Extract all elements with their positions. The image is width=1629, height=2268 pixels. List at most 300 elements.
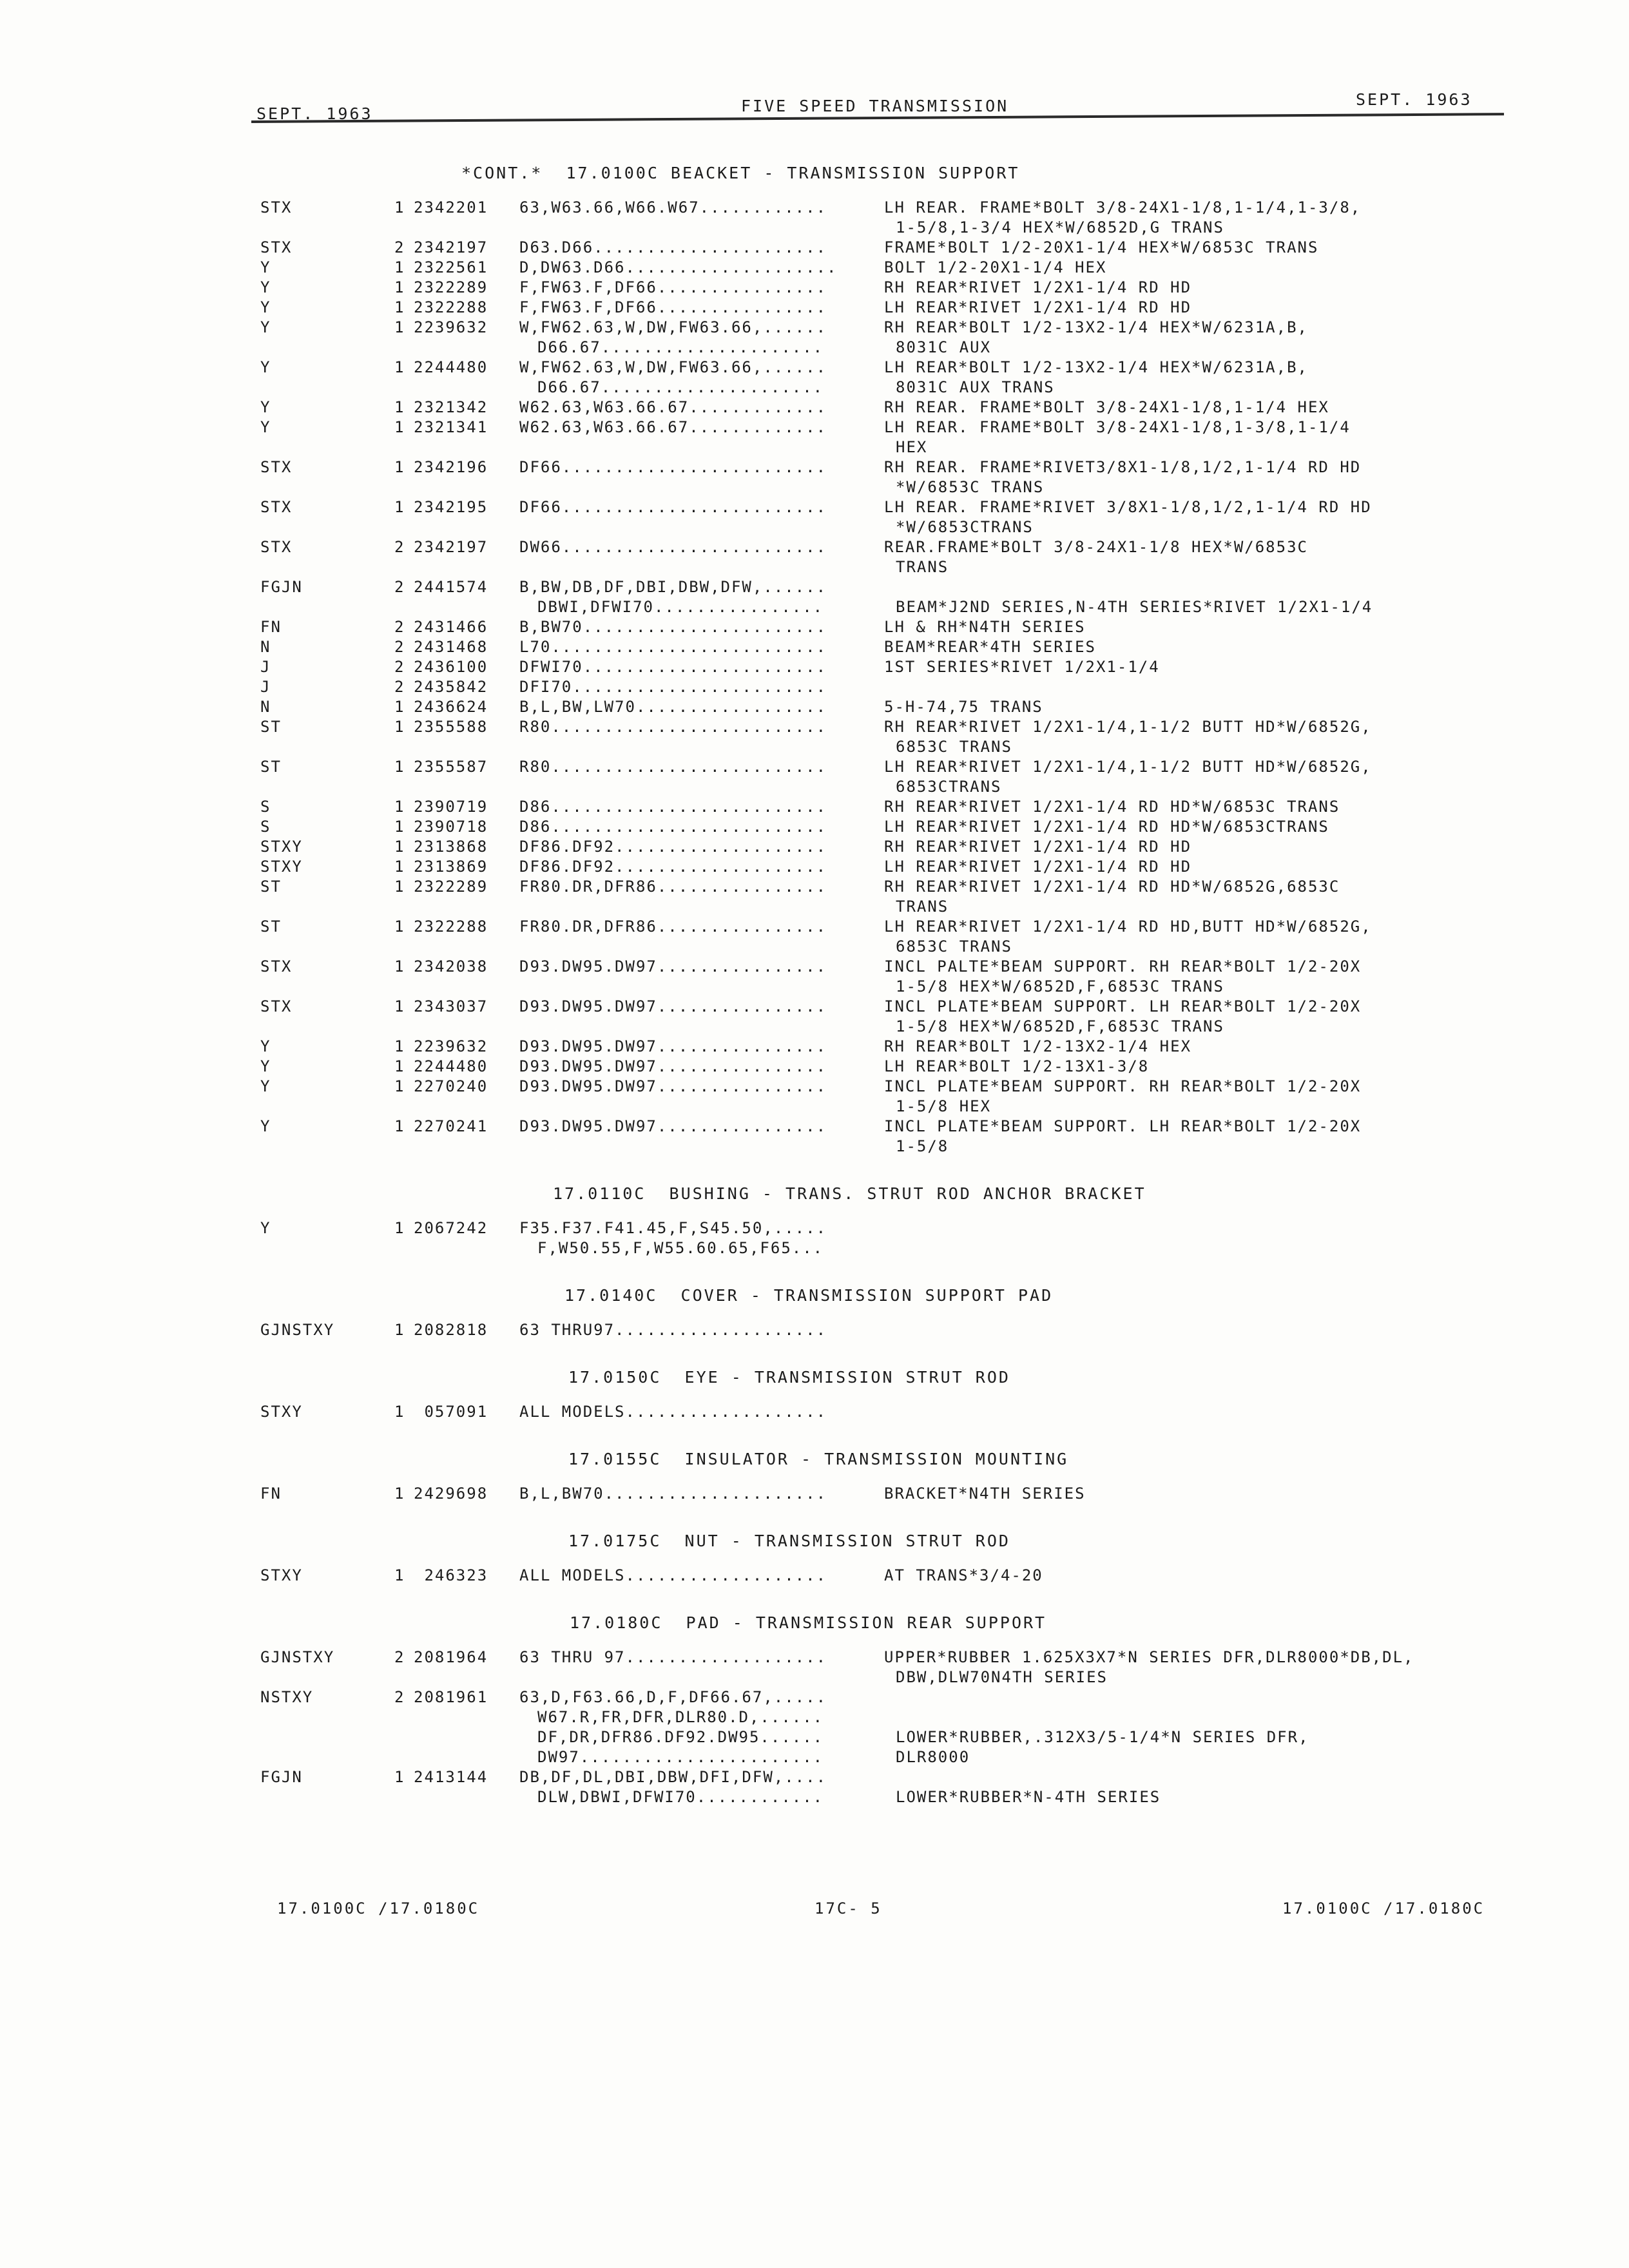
part-number: 2429698: [414, 1485, 488, 1503]
series-code: Y: [260, 298, 271, 316]
quantity: 1: [394, 318, 405, 336]
part-description: RH REAR*RIVET 1/2X1-1/4 RD HD: [884, 278, 1192, 296]
part-description: 1-5/8: [896, 1137, 949, 1155]
model-list: FR80.DR,DFR86................: [519, 918, 827, 936]
part-entry-line: [0, 1748, 1629, 1768]
part-entry-line: [0, 358, 1629, 378]
part-entry-line: [0, 1037, 1629, 1057]
part-entry: [0, 1037, 1629, 1057]
part-description: AT TRANS*3/4-20: [884, 1566, 1043, 1584]
model-list: D86..........................: [519, 798, 827, 816]
quantity: 1: [394, 398, 405, 416]
part-entry: [0, 1648, 1629, 1688]
quantity: 1: [394, 957, 405, 975]
part-entry-line: [0, 1708, 1629, 1728]
part-entry: [0, 1768, 1629, 1808]
section-title: [0, 1363, 1629, 1403]
series-code: Y: [260, 318, 271, 336]
quantity: 1: [394, 1403, 405, 1421]
model-list: F,W50.55,F,W55.60.65,F65...: [537, 1239, 824, 1257]
quantity: 1: [394, 858, 405, 876]
series-code: ST: [260, 918, 282, 936]
series-code: STX: [260, 538, 293, 556]
header-title: FIVE SPEED TRANSMISSION: [741, 97, 1009, 115]
model-list: D93.DW95.DW97................: [519, 997, 827, 1015]
section-gap: [0, 1259, 1629, 1281]
part-entry-line: [0, 1117, 1629, 1137]
quantity: 1: [394, 1037, 405, 1055]
series-code: STXY: [260, 838, 303, 856]
part-description: 1-5/8 HEX: [896, 1097, 992, 1115]
part-description: LH REAR*RIVET 1/2X1-1/4,1-1/2 BUTT HD*W/6852G,: [884, 758, 1372, 776]
part-entry-line: [0, 378, 1629, 398]
model-list: DF86.DF92....................: [519, 838, 827, 856]
part-description: *W/6853C TRANS: [896, 478, 1045, 496]
part-entry-line: [0, 1077, 1629, 1097]
quantity: 1: [394, 918, 405, 936]
section-gap: [0, 1504, 1629, 1526]
part-description: DLR8000: [896, 1748, 970, 1766]
part-number: 2413144: [414, 1768, 488, 1786]
part-description: 8031C AUX: [896, 338, 992, 356]
quantity: 2: [394, 538, 405, 556]
series-code: FN: [260, 618, 282, 636]
model-list: F,FW63.F,DF66................: [519, 278, 827, 296]
quantity: 1: [394, 1321, 405, 1339]
model-list: DW66.........................: [519, 538, 827, 556]
part-entry-line: [0, 798, 1629, 818]
section-title-text: 17.0150C EYE - TRANSMISSION STRUT ROD: [568, 1368, 1010, 1387]
model-list: DB,DF,DL,DBI,DBW,DFI,DFW,....: [519, 1768, 827, 1786]
part-entry: [0, 1077, 1629, 1117]
part-description: RH REAR*RIVET 1/2X1-1/4,1-1/2 BUTT HD*W/6852G,: [884, 718, 1372, 736]
part-entry: [0, 678, 1629, 698]
part-description: RH REAR*RIVET 1/2X1-1/4 RD HD: [884, 838, 1192, 856]
quantity: 1: [394, 758, 405, 776]
part-entry: [0, 1566, 1629, 1586]
series-code: Y: [260, 398, 271, 416]
model-list: DF,DR,DFR86.DF92.DW95......: [537, 1728, 824, 1746]
part-entry: [0, 258, 1629, 278]
header-date-right: SEPT. 1963: [1356, 90, 1472, 109]
part-number: 2239632: [414, 1037, 488, 1055]
part-entry-line: [0, 858, 1629, 878]
part-entry: [0, 798, 1629, 818]
series-code: GJNSTXY: [260, 1321, 335, 1339]
series-code: Y: [260, 358, 271, 376]
model-list: DF86.DF92....................: [519, 858, 827, 876]
part-description: RH REAR*BOLT 1/2-13X2-1/4 HEX*W/6231A,B,: [884, 318, 1308, 336]
part-entry-line: [0, 558, 1629, 578]
model-list: W67.R,FR,DFR,DLR80.D,......: [537, 1708, 824, 1726]
series-code: STX: [260, 997, 293, 1015]
part-description: BOLT 1/2-20X1-1/4 HEX: [884, 258, 1107, 276]
quantity: 1: [394, 1117, 405, 1135]
part-number: 2343037: [414, 997, 488, 1015]
header-date-left: SEPT. 1963: [256, 104, 373, 123]
model-list: 63 THRU 97...................: [519, 1648, 827, 1666]
quantity: 1: [394, 1057, 405, 1075]
series-code: STX: [260, 957, 293, 975]
part-entry-line: [0, 957, 1629, 977]
part-description: RH REAR*RIVET 1/2X1-1/4 RD HD*W/6853C TRANS: [884, 798, 1340, 816]
part-description: LH REAR. FRAME*RIVET 3/8X1-1/8,1/2,1-1/4 RD HD: [884, 498, 1372, 516]
part-number: 2322289: [414, 278, 488, 296]
quantity: 2: [394, 578, 405, 596]
quantity: 1: [394, 418, 405, 436]
part-description: TRANS: [896, 558, 949, 576]
part-entry-line: [0, 1728, 1629, 1748]
model-list: ALL MODELS...................: [519, 1566, 827, 1584]
part-number: 2342196: [414, 458, 488, 476]
part-number: 2436100: [414, 658, 488, 676]
footer-range-left: 17.0100C /17.0180C: [277, 1899, 480, 1917]
part-entry-line: [0, 278, 1629, 298]
part-entry: [0, 997, 1629, 1037]
part-description: 6853C TRANS: [896, 937, 1012, 956]
model-list: D93.DW95.DW97................: [519, 1057, 827, 1075]
model-list: D63.D66......................: [519, 238, 827, 256]
part-entry-line: [0, 438, 1629, 458]
part-entry: [0, 618, 1629, 638]
part-number: 2390718: [414, 818, 488, 836]
series-code: STX: [260, 198, 293, 216]
part-entry: [0, 418, 1629, 458]
part-description: *W/6853CTRANS: [896, 518, 1034, 536]
series-code: S: [260, 818, 271, 836]
quantity: 1: [394, 1485, 405, 1503]
part-number: 2082818: [414, 1321, 488, 1339]
part-entry-line: [0, 618, 1629, 638]
part-description: LH REAR. FRAME*BOLT 3/8-24X1-1/8,1-3/8,1-1/4: [884, 418, 1351, 436]
parts-list: [0, 159, 1629, 1830]
part-description: BEAM*REAR*4TH SERIES: [884, 638, 1096, 656]
part-description: RH REAR. FRAME*RIVET3/8X1-1/8,1/2,1-1/4 RD HD: [884, 458, 1362, 476]
quantity: 1: [394, 258, 405, 276]
part-description: LOWER*RUBBER*N-4TH SERIES: [896, 1788, 1161, 1806]
section-title-text: *CONT.* 17.0100C BEACKET - TRANSMISSION SUPPORT: [461, 164, 1020, 182]
model-list: 63,W63.66,W66.W67............: [519, 198, 827, 216]
part-description: LH REAR*BOLT 1/2-13X1-3/8: [884, 1057, 1150, 1075]
model-list: D66.67.....................: [537, 338, 824, 356]
section-title: [0, 159, 1629, 198]
series-code: Y: [260, 1057, 271, 1075]
part-description: 6853C TRANS: [896, 738, 1012, 756]
section-gap: [0, 1157, 1629, 1179]
part-entry: [0, 198, 1629, 238]
part-number: 2342197: [414, 238, 488, 256]
series-code: ST: [260, 878, 282, 896]
part-number: 2390719: [414, 798, 488, 816]
part-number: 2313869: [414, 858, 488, 876]
part-entry-line: [0, 937, 1629, 957]
section-title: [0, 1179, 1629, 1219]
part-number: 2270240: [414, 1077, 488, 1095]
quantity: 2: [394, 238, 405, 256]
part-description: 8031C AUX TRANS: [896, 378, 1055, 396]
model-list: D93.DW95.DW97................: [519, 957, 827, 975]
series-code: ST: [260, 718, 282, 736]
part-entry-line: [0, 977, 1629, 997]
part-entry: [0, 718, 1629, 758]
series-code: STXY: [260, 1566, 303, 1584]
section-gap: [0, 1586, 1629, 1608]
part-entry-line: [0, 838, 1629, 858]
part-entry-line: [0, 678, 1629, 698]
section-gap: [0, 1423, 1629, 1445]
part-description: 1ST SERIES*RIVET 1/2X1-1/4: [884, 658, 1160, 676]
part-number: 2321341: [414, 418, 488, 436]
part-number: 2313868: [414, 838, 488, 856]
part-entry: [0, 878, 1629, 918]
model-list: D66.67.....................: [537, 378, 824, 396]
part-entry-line: [0, 738, 1629, 758]
part-entry-line: [0, 1057, 1629, 1077]
quantity: 2: [394, 1648, 405, 1666]
section-title: [0, 1281, 1629, 1321]
part-entry: [0, 1321, 1629, 1341]
part-entry-line: [0, 997, 1629, 1017]
series-code: STX: [260, 238, 293, 256]
part-entry-line: [0, 1239, 1629, 1259]
part-entry: [0, 658, 1629, 678]
footer-page-number: 17C- 5: [815, 1899, 882, 1917]
part-number: 2355588: [414, 718, 488, 736]
part-entry-line: [0, 918, 1629, 937]
quantity: 2: [394, 1688, 405, 1706]
series-code: STX: [260, 498, 293, 516]
model-list: D,DW63.D66....................: [519, 258, 838, 276]
model-list: DBWI,DFWI70................: [537, 598, 824, 616]
part-entry-line: [0, 338, 1629, 358]
section-title-text: 17.0110C BUSHING - TRANS. STRUT ROD ANCHOR BRACKET: [553, 1184, 1146, 1203]
model-list: D93.DW95.DW97................: [519, 1037, 827, 1055]
quantity: 1: [394, 458, 405, 476]
quantity: 1: [394, 358, 405, 376]
part-entry-line: [0, 1788, 1629, 1808]
part-entry-line: [0, 1097, 1629, 1117]
part-description: 1-5/8 HEX*W/6852D,F,6853C TRANS: [896, 1017, 1224, 1035]
quantity: 1: [394, 878, 405, 896]
model-list: W62.63,W63.66.67.............: [519, 398, 827, 416]
section-title-text: 17.0140C COVER - TRANSMISSION SUPPORT PAD: [564, 1286, 1054, 1305]
model-list: B,L,BW,LW70..................: [519, 698, 827, 716]
part-description: BEAM*J2ND SERIES,N-4TH SERIES*RIVET 1/2X1-1/4: [896, 598, 1373, 616]
part-entry: [0, 358, 1629, 398]
model-list: 63 THRU97....................: [519, 1321, 827, 1339]
model-list: W,FW62.63,W,DW,FW63.66,......: [519, 358, 827, 376]
quantity: 1: [394, 1219, 405, 1237]
model-list: ALL MODELS...................: [519, 1403, 827, 1421]
part-entry-line: [0, 418, 1629, 438]
model-list: R80..........................: [519, 718, 827, 736]
part-description: FRAME*BOLT 1/2-20X1-1/4 HEX*W/6853C TRANS: [884, 238, 1319, 256]
part-entry: [0, 318, 1629, 358]
quantity: 1: [394, 838, 405, 856]
quantity: 1: [394, 698, 405, 716]
series-code: Y: [260, 258, 271, 276]
part-entry: [0, 698, 1629, 718]
part-entry: [0, 238, 1629, 258]
part-entry-line: [0, 1768, 1629, 1788]
model-list: FR80.DR,DFR86................: [519, 878, 827, 896]
part-number: 2342201: [414, 198, 488, 216]
part-entry-line: [0, 1137, 1629, 1157]
quantity: 1: [394, 1077, 405, 1095]
model-list: B,BW70.......................: [519, 618, 827, 636]
series-code: S: [260, 798, 271, 816]
part-entry-line: [0, 218, 1629, 238]
part-entry: [0, 458, 1629, 498]
part-entry-line: [0, 458, 1629, 478]
section-title-text: 17.0180C PAD - TRANSMISSION REAR SUPPORT: [570, 1613, 1047, 1632]
series-code: Y: [260, 1219, 271, 1237]
part-description: RH REAR*BOLT 1/2-13X2-1/4 HEX: [884, 1037, 1192, 1055]
part-entry-line: [0, 698, 1629, 718]
part-entry: [0, 638, 1629, 658]
part-entry: [0, 858, 1629, 878]
model-list: L70..........................: [519, 638, 827, 656]
quantity: 1: [394, 1566, 405, 1584]
part-entry-line: [0, 1219, 1629, 1239]
model-list: D93.DW95.DW97................: [519, 1117, 827, 1135]
series-code: Y: [260, 1117, 271, 1135]
series-code: N: [260, 638, 271, 656]
part-number: 2342197: [414, 538, 488, 556]
part-entry-line: [0, 478, 1629, 498]
model-list: DW97.......................: [537, 1748, 824, 1766]
quantity: 1: [394, 298, 405, 316]
part-number: 2270241: [414, 1117, 488, 1135]
part-entry-line: [0, 1566, 1629, 1586]
section-title-text: 17.0155C INSULATOR - TRANSMISSION MOUNTING: [568, 1450, 1069, 1468]
part-entry: [0, 1485, 1629, 1504]
part-entry: [0, 298, 1629, 318]
series-code: Y: [260, 418, 271, 436]
part-entry-line: [0, 658, 1629, 678]
part-entry-line: [0, 778, 1629, 798]
model-list: D86..........................: [519, 818, 827, 836]
section-gap: [0, 1341, 1629, 1363]
part-description: LH REAR*RIVET 1/2X1-1/4 RD HD,BUTT HD*W/6852G,: [884, 918, 1372, 936]
model-list: DFI70........................: [519, 678, 827, 696]
part-description: 1-5/8 HEX*W/6852D,F,6853C TRANS: [896, 977, 1224, 995]
part-number: 2067242: [414, 1219, 488, 1237]
series-code: FGJN: [260, 1768, 303, 1786]
part-number: 2244480: [414, 1057, 488, 1075]
part-number: 2435842: [414, 678, 488, 696]
series-code: J: [260, 658, 271, 676]
part-description: LH REAR*RIVET 1/2X1-1/4 RD HD: [884, 858, 1192, 876]
part-entry-line: [0, 1485, 1629, 1504]
part-entry-line: [0, 1017, 1629, 1037]
part-entry: [0, 818, 1629, 838]
part-entry: [0, 1219, 1629, 1259]
quantity: 1: [394, 278, 405, 296]
part-entry: [0, 278, 1629, 298]
quantity: 1: [394, 718, 405, 736]
part-entry: [0, 758, 1629, 798]
part-description: BRACKET*N4TH SERIES: [884, 1485, 1086, 1503]
part-entry: [0, 1688, 1629, 1768]
part-entry-line: [0, 318, 1629, 338]
model-list: 63,D,F63.66,D,F,DF66.67,.....: [519, 1688, 827, 1706]
part-entry-line: [0, 258, 1629, 278]
section-title: [0, 1445, 1629, 1485]
part-entry-line: [0, 1688, 1629, 1708]
part-description: INCL PLATE*BEAM SUPPORT. LH REAR*BOLT 1/2-20X: [884, 1117, 1362, 1135]
part-entry-line: [0, 538, 1629, 558]
part-description: INCL PALTE*BEAM SUPPORT. RH REAR*BOLT 1/2-20X: [884, 957, 1362, 975]
part-number: 2322561: [414, 258, 488, 276]
part-number: 2436624: [414, 698, 488, 716]
series-code: Y: [260, 1037, 271, 1055]
part-number: 2081964: [414, 1648, 488, 1666]
part-entry-line: [0, 578, 1629, 598]
model-list: D93.DW95.DW97................: [519, 1077, 827, 1095]
quantity: 1: [394, 198, 405, 216]
section-gap: [0, 1808, 1629, 1830]
part-number: 2081961: [414, 1688, 488, 1706]
part-entry-line: [0, 598, 1629, 618]
part-entry-line: [0, 878, 1629, 898]
series-code: STX: [260, 458, 293, 476]
part-description: UPPER*RUBBER 1.625X3X7*N SERIES DFR,DLR8000*DB,DL,: [884, 1648, 1414, 1666]
part-description: 6853CTRANS: [896, 778, 1002, 796]
part-entry-line: [0, 198, 1629, 218]
part-number: 057091: [414, 1403, 488, 1421]
quantity: 1: [394, 818, 405, 836]
quantity: 2: [394, 658, 405, 676]
part-number: 2431466: [414, 618, 488, 636]
part-entry: [0, 918, 1629, 957]
series-code: N: [260, 698, 271, 716]
series-code: GJNSTXY: [260, 1648, 335, 1666]
quantity: 1: [394, 997, 405, 1015]
part-entry: [0, 838, 1629, 858]
quantity: 2: [394, 618, 405, 636]
part-entry-line: [0, 898, 1629, 918]
quantity: 2: [394, 678, 405, 696]
model-list: F,FW63.F,DF66................: [519, 298, 827, 316]
part-description: 5-H-74,75 TRANS: [884, 698, 1043, 716]
part-entry: [0, 538, 1629, 578]
part-entry-line: [0, 718, 1629, 738]
quantity: 2: [394, 638, 405, 656]
part-number: 2239632: [414, 318, 488, 336]
part-number: 2342038: [414, 957, 488, 975]
model-list: DLW,DBWI,DFWI70............: [537, 1788, 824, 1806]
model-list: B,BW,DB,DF,DBI,DBW,DFW,......: [519, 578, 827, 596]
part-number: 2431468: [414, 638, 488, 656]
part-description: INCL PLATE*BEAM SUPPORT. RH REAR*BOLT 1/2-20X: [884, 1077, 1362, 1095]
model-list: F35.F37.F41.45,F,S45.50,.....: [519, 1219, 827, 1237]
part-description: DBW,DLW70N4TH SERIES: [896, 1668, 1108, 1686]
series-code: FGJN: [260, 578, 303, 596]
part-entry-line: [0, 818, 1629, 838]
part-description: LH & RH*N4TH SERIES: [884, 618, 1086, 636]
part-description: TRANS: [896, 898, 949, 916]
series-code: NSTXY: [260, 1688, 314, 1706]
part-entry-line: [0, 398, 1629, 418]
section-title-text: 17.0175C NUT - TRANSMISSION STRUT ROD: [568, 1532, 1010, 1550]
part-number: 2322288: [414, 298, 488, 316]
model-list: DF66.........................: [519, 458, 827, 476]
part-number: 2322289: [414, 878, 488, 896]
part-entry: [0, 398, 1629, 418]
series-code: Y: [260, 278, 271, 296]
part-description: LH REAR*RIVET 1/2X1-1/4 RD HD: [884, 298, 1192, 316]
